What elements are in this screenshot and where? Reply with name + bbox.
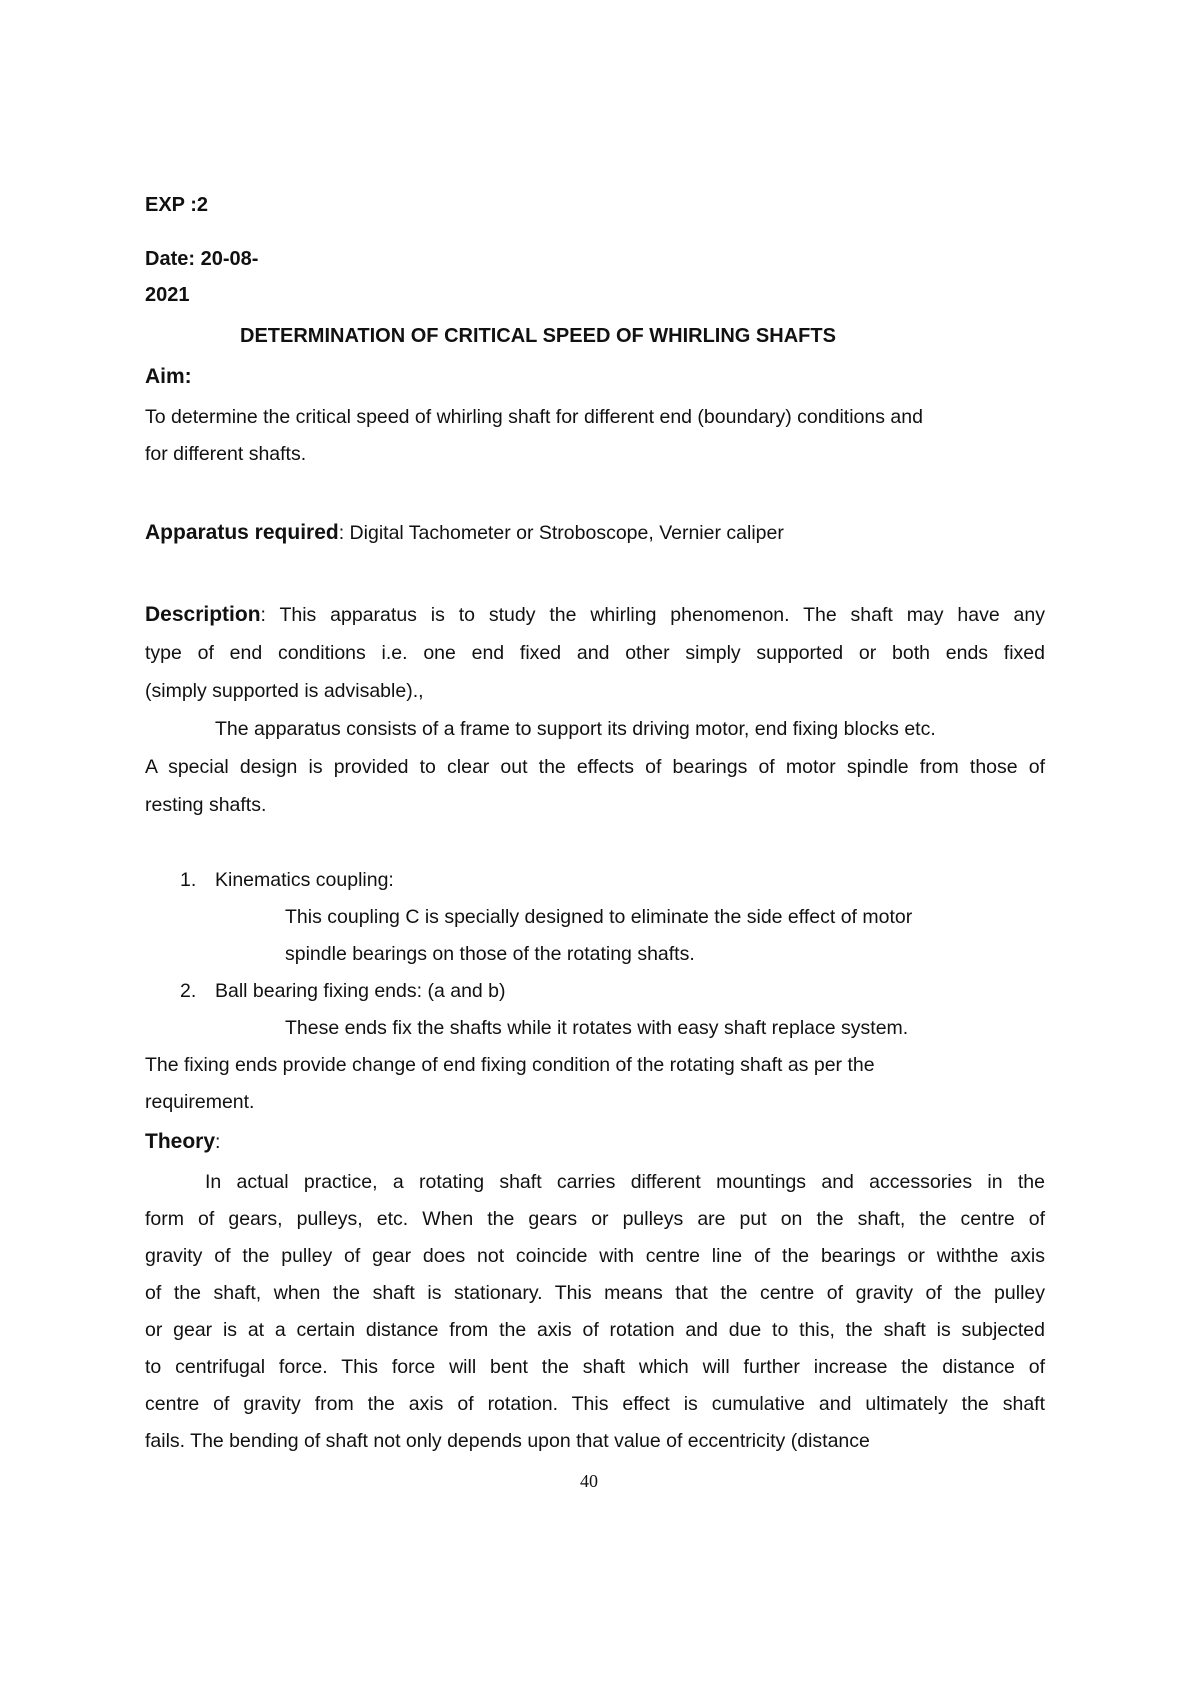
theory-line-3: gravity of the pulley of gear does not coincide with centre line of the bearings or withthe axis	[145, 1245, 1045, 1267]
aim-line-2: for different shafts.	[145, 443, 307, 465]
aim-line-1: To determine the critical speed of whirling shaft for different end (boundary) conditions and	[145, 406, 923, 428]
list-item-1-number: 1.	[180, 869, 197, 891]
list-item-1-line-1: This coupling C is specially designed to eliminate the side effect of motor	[285, 906, 913, 928]
date-line-1: Date: 20-08-	[145, 248, 259, 270]
description-colon: :	[260, 604, 266, 626]
list-item-2-number: 2.	[180, 980, 197, 1002]
apparatus-colon: :	[338, 522, 345, 544]
theory-line-8: fails. The bending of shaft not only depends upon that value of eccentricity (distance	[145, 1430, 870, 1452]
theory-colon: :	[215, 1131, 221, 1153]
date-line-2: 2021	[145, 284, 190, 306]
aim-label: Aim:	[145, 365, 192, 388]
list-item-1-title: Kinematics coupling:	[215, 869, 394, 891]
apparatus-label: Apparatus required	[145, 521, 339, 544]
description-line-3: (simply supported is advisable).,	[145, 680, 424, 702]
theory-line-1: In actual practice, a rotating shaft carries different mountings and accessories in the	[205, 1171, 1045, 1193]
theory-line-4: of the shaft, when the shaft is stationary. This means that the centre of gravity of the pulley	[145, 1282, 1045, 1304]
description-label: Description	[145, 603, 261, 626]
description-line-1	[145, 603, 1045, 627]
description-text: This apparatus is to study the whirling phenomenon. The shaft may have any	[265, 604, 1045, 626]
page-title: DETERMINATION OF CRITICAL SPEED OF WHIRLING SHAFTS	[240, 325, 836, 347]
theory-line-5: or gear is at a certain distance from the axis of rotation and due to this, the shaft is subjected	[145, 1319, 1045, 1341]
apparatus-line	[145, 521, 784, 545]
after-list-line-1: The fixing ends provide change of end fixing condition of the rotating shaft as per the	[145, 1054, 875, 1076]
description-line-2: type of end conditions i.e. one end fixed and other simply supported or both ends fixed	[145, 642, 1045, 664]
list-item-2-title: Ball bearing fixing ends: (a and b)	[215, 980, 506, 1002]
theory-line-6: to centrifugal force. This force will bent the shaft which will further increase the distance of	[145, 1356, 1045, 1378]
page-number: 40	[580, 1471, 598, 1491]
theory-label: Theory	[145, 1130, 216, 1153]
description-line-4: The apparatus consists of a frame to support its driving motor, end fixing blocks etc.	[215, 718, 936, 740]
list-item-1-line-2: spindle bearings on those of the rotating shafts.	[285, 943, 695, 965]
theory-line-7: centre of gravity from the axis of rotation. This effect is cumulative and ultimately the shaft	[145, 1393, 1045, 1415]
theory-heading	[145, 1130, 220, 1154]
exp-label: EXP :2	[145, 194, 208, 216]
apparatus-text: Digital Tachometer or Stroboscope, Vernier caliper	[344, 522, 784, 544]
list-item-2-line-1: These ends fix the shafts while it rotates with easy shaft replace system.	[285, 1017, 909, 1039]
after-list-line-2: requirement.	[145, 1091, 255, 1113]
theory-line-2: form of gears, pulleys, etc. When the gears or pulleys are put on the shaft, the centre of	[145, 1208, 1045, 1230]
description-line-6: resting shafts.	[145, 794, 267, 816]
description-line-5: A special design is provided to clear out the effects of bearings of motor spindle from those of	[145, 756, 1045, 778]
